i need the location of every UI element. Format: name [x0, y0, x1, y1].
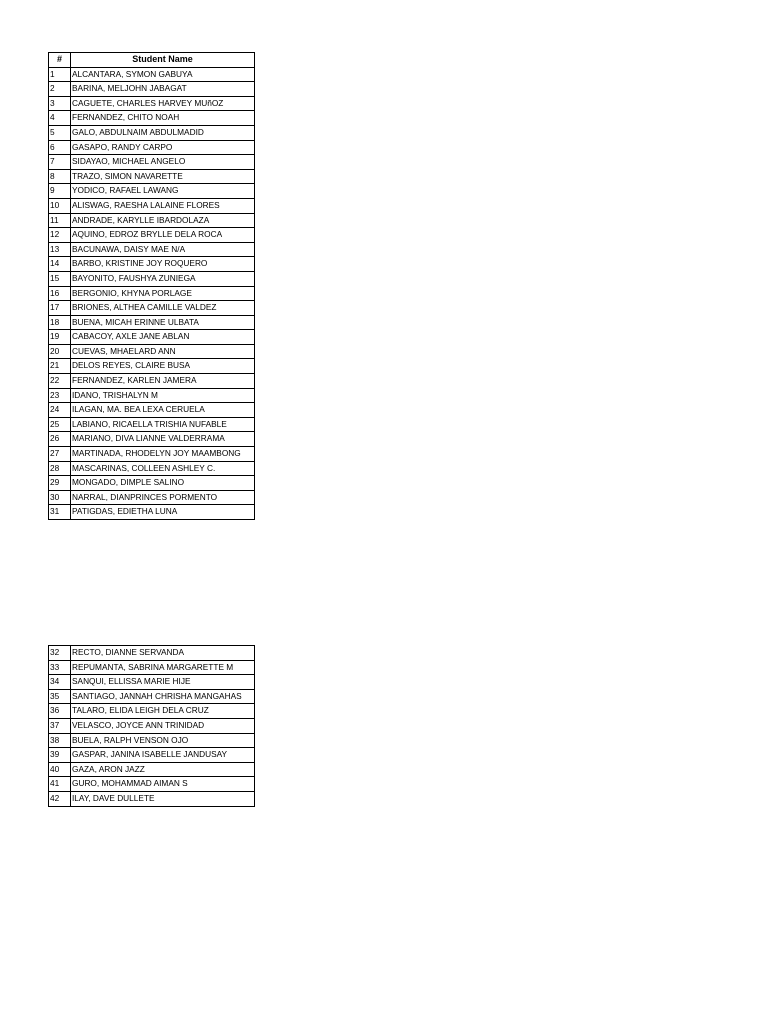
student-number-cell: 22: [49, 374, 71, 389]
student-number-cell: 38: [49, 733, 71, 748]
student-name-cell: TRAZO, SIMON NAVARETTE: [71, 169, 255, 184]
table-row: [49, 198, 255, 213]
student-number-cell: 8: [49, 169, 71, 184]
table-row: [49, 777, 255, 792]
student-number-cell: 27: [49, 447, 71, 462]
student-name-cell: ALCANTARA, SYMON GABUYA: [71, 67, 255, 82]
student-name-cell: AQUINO, EDROZ BRYLLE DELA ROCA: [71, 228, 255, 243]
student-number-cell: 40: [49, 762, 71, 777]
student-name-cell: BUELA, RALPH VENSON OJO: [71, 733, 255, 748]
table-row: [49, 301, 255, 316]
student-name-cell: ILAGAN, MA. BEA LEXA CERUELA: [71, 403, 255, 418]
student-number-cell: 16: [49, 286, 71, 301]
student-name-cell: BERGONIO, KHYNA PORLAGE: [71, 286, 255, 301]
student-number-cell: 10: [49, 198, 71, 213]
student-number-cell: 12: [49, 228, 71, 243]
student-table-page-1: [48, 52, 255, 520]
student-name-cell: TALARO, ELIDA LEIGH DELA CRUZ: [71, 704, 255, 719]
student-number-cell: 32: [49, 646, 71, 661]
student-name-cell: VELASCO, JOYCE ANN TRINIDAD: [71, 718, 255, 733]
student-number-cell: 17: [49, 301, 71, 316]
student-name-cell: BUENA, MICAH ERINNE ULBATA: [71, 315, 255, 330]
student-name-cell: MASCARINAS, COLLEEN ASHLEY C.: [71, 461, 255, 476]
table-row: [49, 646, 255, 661]
table-row: [49, 213, 255, 228]
student-number-cell: 41: [49, 777, 71, 792]
table-row: [49, 257, 255, 272]
table-row: [49, 689, 255, 704]
student-name-cell: LABIANO, RICAELLA TRISHIA NUFABLE: [71, 417, 255, 432]
student-number-cell: 13: [49, 242, 71, 257]
table-row: [49, 675, 255, 690]
table-row: [49, 155, 255, 170]
table-row: [49, 315, 255, 330]
student-name-cell: FERNANDEZ, CHITO NOAH: [71, 111, 255, 126]
student-number-cell: 31: [49, 505, 71, 520]
student-number-cell: 9: [49, 184, 71, 199]
student-number-cell: 25: [49, 417, 71, 432]
student-name-cell: ANDRADE, KARYLLE IBARDOLAZA: [71, 213, 255, 228]
student-number-cell: 42: [49, 791, 71, 806]
student-name-cell: SANQUI, ELLISSA MARIE HIJE: [71, 675, 255, 690]
table-row: [49, 111, 255, 126]
student-number-cell: 3: [49, 96, 71, 111]
table-row: [49, 67, 255, 82]
student-number-cell: 20: [49, 344, 71, 359]
student-name-cell: BAYONITO, FAUSHYA ZUNIEGA: [71, 271, 255, 286]
table-row: [49, 490, 255, 505]
student-number-cell: 35: [49, 689, 71, 704]
table-row: [49, 476, 255, 491]
table-header-row: [49, 53, 255, 68]
table-row: [49, 344, 255, 359]
student-number-cell: 6: [49, 140, 71, 155]
student-name-cell: ALISWAG, RAESHA LALAINE FLORES: [71, 198, 255, 213]
student-name-cell: GURO, MOHAMMAD AIMAN S: [71, 777, 255, 792]
table-row: [49, 96, 255, 111]
table-row: [49, 718, 255, 733]
table-row: [49, 432, 255, 447]
table-row: [49, 140, 255, 155]
student-number-cell: 5: [49, 125, 71, 140]
student-number-cell: 4: [49, 111, 71, 126]
student-number-cell: 34: [49, 675, 71, 690]
table-row: [49, 271, 255, 286]
student-table-body: [49, 67, 255, 519]
table-row: [49, 330, 255, 345]
student-name-cell: ILAY, DAVE DULLETE: [71, 791, 255, 806]
student-name-cell: MONGADO, DIMPLE SALINO: [71, 476, 255, 491]
table-row: [49, 704, 255, 719]
table-row: [49, 228, 255, 243]
student-name-cell: CUEVAS, MHAELARD ANN: [71, 344, 255, 359]
table-row: [49, 733, 255, 748]
student-name-cell: GALO, ABDULNAIM ABDULMADID: [71, 125, 255, 140]
student-number-cell: 15: [49, 271, 71, 286]
table-row: [49, 184, 255, 199]
student-number-cell: 26: [49, 432, 71, 447]
table-row: [49, 169, 255, 184]
student-name-cell: DELOS REYES, CLAIRE BUSA: [71, 359, 255, 374]
table-row: [49, 359, 255, 374]
table-row: [49, 388, 255, 403]
table-row: [49, 374, 255, 389]
table-row: [49, 82, 255, 97]
student-name-cell: CAGUETE, CHARLES HARVEY MUñOZ: [71, 96, 255, 111]
student-number-cell: 39: [49, 748, 71, 763]
table-row: [49, 762, 255, 777]
student-number-cell: 7: [49, 155, 71, 170]
student-table-body: [49, 646, 255, 807]
student-number-cell: 33: [49, 660, 71, 675]
student-name-cell: BRIONES, ALTHEA CAMILLE VALDEZ: [71, 301, 255, 316]
table-row: [49, 447, 255, 462]
student-name-cell: CABACOY, AXLE JANE ABLAN: [71, 330, 255, 345]
student-table-page-2: [48, 645, 255, 807]
table-row: [49, 242, 255, 257]
student-name-cell: MARIANO, DIVA LIANNE VALDERRAMA: [71, 432, 255, 447]
student-number-cell: 23: [49, 388, 71, 403]
student-number-cell: 19: [49, 330, 71, 345]
student-number-cell: 18: [49, 315, 71, 330]
student-number-cell: 1: [49, 67, 71, 82]
student-name-cell: BARBO, KRISTINE JOY ROQUERO: [71, 257, 255, 272]
table-row: [49, 417, 255, 432]
student-name-cell: MARTINADA, RHODELYN JOY MAAMBONG: [71, 447, 255, 462]
student-number-cell: 14: [49, 257, 71, 272]
student-name-cell: GAZA, ARON JAZZ: [71, 762, 255, 777]
student-name-cell: RECTO, DIANNE SERVANDA: [71, 646, 255, 661]
student-name-cell: FERNANDEZ, KARLEN JAMERA: [71, 374, 255, 389]
student-name-column-header: Student Name: [71, 53, 255, 68]
student-name-cell: BACUNAWA, DAISY MAE N/A: [71, 242, 255, 257]
student-name-cell: BARINA, MELJOHN JABAGAT: [71, 82, 255, 97]
number-column-header: #: [49, 53, 71, 68]
student-name-cell: SANTIAGO, JANNAH CHRISHA MANGAHAS: [71, 689, 255, 704]
student-name-cell: YODICO, RAFAEL LAWANG: [71, 184, 255, 199]
student-name-cell: GASPAR, JANINA ISABELLE JANDUSAY: [71, 748, 255, 763]
student-name-cell: SIDAYAO, MICHAEL ANGELO: [71, 155, 255, 170]
student-number-cell: 36: [49, 704, 71, 719]
student-number-cell: 30: [49, 490, 71, 505]
table-row: [49, 791, 255, 806]
student-name-cell: GASAPO, RANDY CARPO: [71, 140, 255, 155]
table-row: [49, 461, 255, 476]
student-number-cell: 29: [49, 476, 71, 491]
student-number-cell: 28: [49, 461, 71, 476]
table-row: [49, 286, 255, 301]
student-number-cell: 21: [49, 359, 71, 374]
table-row: [49, 403, 255, 418]
student-number-cell: 2: [49, 82, 71, 97]
table-row: [49, 660, 255, 675]
student-name-cell: NARRAL, DIANPRINCES PORMENTO: [71, 490, 255, 505]
student-number-cell: 11: [49, 213, 71, 228]
student-number-cell: 24: [49, 403, 71, 418]
table-row: [49, 505, 255, 520]
table-row: [49, 125, 255, 140]
student-name-cell: PATIGDAS, EDIETHA LUNA: [71, 505, 255, 520]
student-name-cell: IDANO, TRISHALYN M: [71, 388, 255, 403]
student-name-cell: REPUMANTA, SABRINA MARGARETTE M: [71, 660, 255, 675]
table-row: [49, 748, 255, 763]
student-number-cell: 37: [49, 718, 71, 733]
